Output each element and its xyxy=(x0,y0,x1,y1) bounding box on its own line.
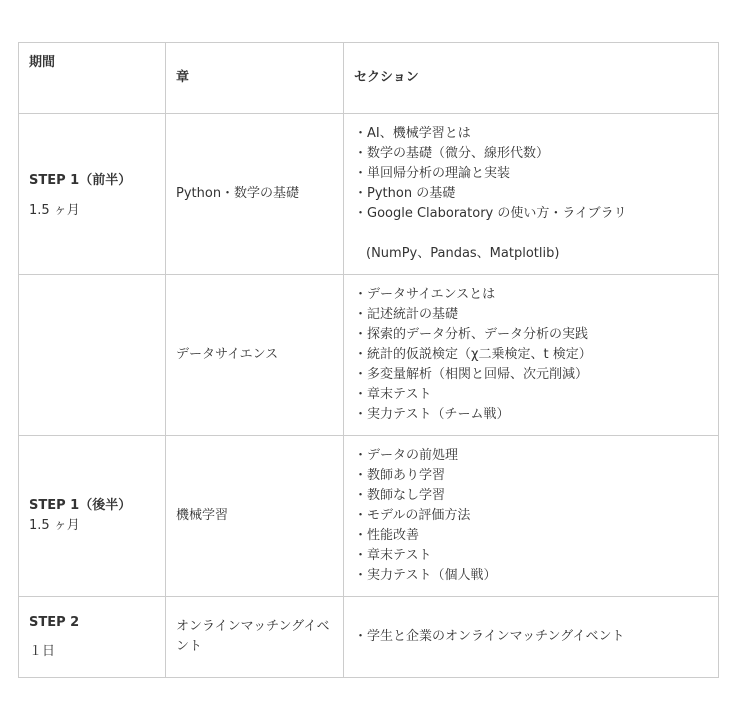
chapter-cell: Python・数学の基礎 xyxy=(166,114,344,275)
curriculum-table xyxy=(18,42,719,678)
section-item: ・AI、機械学習とは xyxy=(354,126,471,141)
section-item: ・多変量解析（相関と回帰、次元削減） xyxy=(354,367,589,382)
period-cell xyxy=(19,275,166,436)
section-item: ・実力テスト（個人戦） xyxy=(354,568,497,583)
section-cell xyxy=(344,275,719,436)
section-cell xyxy=(344,114,719,275)
step-title: STEP 1（後半） xyxy=(29,498,132,513)
header-row xyxy=(19,43,719,114)
section-item: ・記述統計の基礎 xyxy=(354,307,459,322)
section-item: ・章末テスト xyxy=(354,548,432,563)
section-item: ・統計的仮説検定（χ二乗検定、t 検定） xyxy=(354,347,592,362)
section-item: ・章末テスト xyxy=(354,387,432,402)
section-item: ・性能改善 xyxy=(354,528,420,543)
header-chapter: 章 xyxy=(166,43,344,114)
section-item: ・モデルの評価方法 xyxy=(354,508,471,523)
section-item: ・データサイエンスとは xyxy=(354,287,496,302)
table-row xyxy=(19,114,719,275)
section-list xyxy=(354,285,708,425)
step-duration: １日 xyxy=(29,643,56,659)
period-cell xyxy=(19,597,166,678)
section-list xyxy=(354,446,708,586)
section-item: ・数学の基礎（微分、線形代数） xyxy=(354,146,550,161)
step-title: STEP 1（前半） xyxy=(29,173,132,188)
section-item: ・探索的データ分析、データ分析の実践 xyxy=(354,327,589,342)
section-item: ・学生と企業のオンラインマッチングイベント xyxy=(354,629,625,644)
section-item: ・教師なし学習 xyxy=(354,488,446,503)
period-cell xyxy=(19,436,166,597)
table-row xyxy=(19,436,719,597)
table-row xyxy=(19,275,719,436)
section-note: (NumPy、Pandas、Matplotlib) xyxy=(366,246,560,261)
table-row xyxy=(19,597,719,678)
chapter-cell: オンラインマッチングイベント xyxy=(166,597,344,678)
section-list xyxy=(354,124,708,264)
section-item: ・Python の基礎 xyxy=(354,186,456,201)
section-item: ・データの前処理 xyxy=(354,448,459,463)
chapter-cell: データサイエンス xyxy=(166,275,344,436)
step-title: STEP 2 xyxy=(29,614,80,630)
section-item: ・教師あり学習 xyxy=(354,468,446,483)
section-list xyxy=(354,627,708,647)
section-item: ・Google Claboratory の使い方・ライブラリ xyxy=(354,206,627,221)
section-cell xyxy=(344,597,719,678)
chapter-cell: 機械学習 xyxy=(166,436,344,597)
header-period: 期間 xyxy=(19,43,166,114)
step-duration: 1.5 ヶ月 xyxy=(29,518,80,533)
header-section: セクション xyxy=(344,43,719,114)
step-duration: 1.5 ヶ月 xyxy=(29,203,80,218)
section-item: ・実力テスト（チーム戦） xyxy=(354,407,510,422)
period-cell xyxy=(19,114,166,275)
section-item: ・単回帰分析の理論と実装 xyxy=(354,166,511,181)
section-cell xyxy=(344,436,719,597)
